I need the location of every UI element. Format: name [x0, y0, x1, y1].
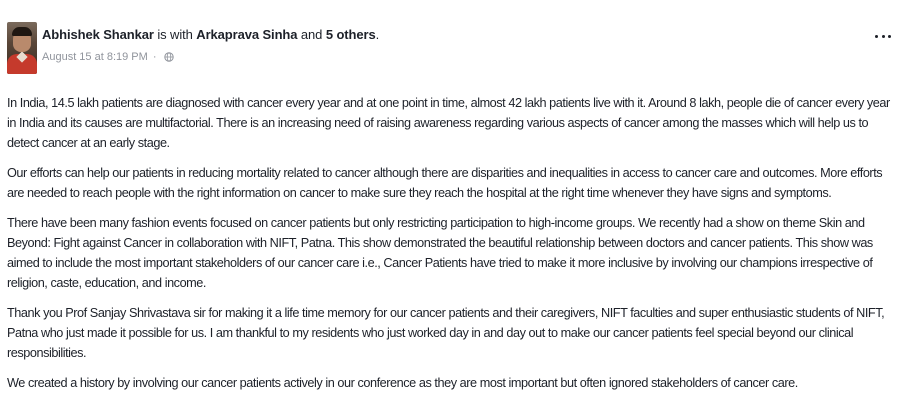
more-options-icon[interactable]: [875, 30, 891, 42]
post-timestamp-link[interactable]: August 15 at 8:19 PM: [42, 51, 148, 63]
author-avatar[interactable]: [7, 22, 37, 74]
period-text: .: [375, 27, 380, 42]
tagged-person-link[interactable]: Arkaprava Sinha: [196, 27, 298, 42]
post-paragraph: In India, 14.5 lakh patients are diagnosed with cancer every year and at one point in time, almost 42 lakh patients live with it. Around 8 lakh, people die of cancer every year in India and its causes are multifactorial. There is an increasing need of raising awareness regarding various aspects of cancer among the masses which will help us to detect cancer at an early stage.: [7, 96, 890, 150]
post-paragraph: We created a history by involving our cancer patients actively in our conference as they are most important but often ignored stakeholders of cancer care.: [7, 376, 798, 390]
post-meta: [42, 50, 174, 64]
post-header: [0, 0, 900, 80]
with-text: is with: [157, 27, 193, 42]
post-body: [7, 93, 895, 400]
and-text: and: [300, 27, 323, 42]
post-paragraph: Our efforts can help our patients in reducing mortality related to cancer although there are disparities and inequalities in access to cancer care and outcomes. More efforts are needed to reach people with the right information on cancer to make sure they reach the hospital at the right time whenever they have signs and symptoms.: [7, 166, 883, 200]
globe-icon[interactable]: [164, 52, 174, 62]
author-name-link[interactable]: Abhishek Shankar: [42, 27, 154, 42]
meta-separator: ·: [152, 51, 157, 63]
post-headline: [42, 27, 379, 43]
post-paragraph: There have been many fashion events focused on cancer patients but only restricting participation to high-income groups. We recently had a show on theme Skin and Beyond: Fight against Cancer in collaboration with NIFT, Patna. This show demonstrated the beautiful relationship between doctors and cancer patients. This show was aimed to include the most important stakeholders of our cancer care i.e., Cancer Patients have tried to make it more inclusive by involving our champions irrespective of religion, caste, education, and income.: [7, 216, 873, 290]
post-paragraph: Thank you Prof Sanjay Shrivastava sir for making it a life time memory for our cancer patients and their caregivers, NIFT faculties and super enthusiastic students of NIFT, Patna who just made it possible for us. I am thankful to my residents who just worked day in and day out to make our cancer patients feel special beyond our clinical responsibilities.: [7, 306, 885, 360]
others-link[interactable]: 5 others: [325, 27, 376, 42]
